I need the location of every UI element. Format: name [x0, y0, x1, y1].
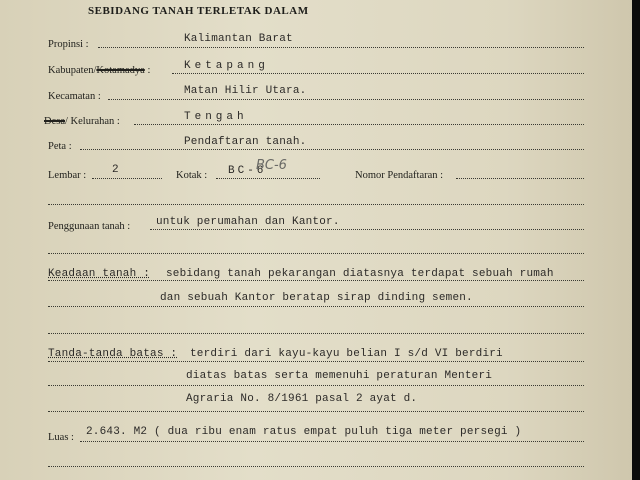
dotted-line [48, 306, 584, 307]
value-tanda-batas-line-1: terdiri dari kayu-kayu belian I s/d VI berdiri [190, 348, 503, 360]
dotted-line [48, 253, 584, 254]
dotted-line [80, 149, 584, 150]
dotted-line [48, 204, 584, 205]
value-peta: Pendaftaran tanah. [184, 136, 307, 148]
scan-edge [632, 0, 640, 480]
handwritten-note: BC-6 [256, 158, 287, 173]
label-kotak: Kotak : [176, 170, 208, 181]
value-penggunaan-tanah: untuk perumahan dan Kantor. [156, 216, 340, 228]
dotted-line [108, 99, 584, 100]
dotted-line [150, 229, 584, 230]
dotted-line [48, 385, 584, 386]
label-tanda-batas: Tanda-tanda batas : [48, 348, 178, 360]
dotted-line [456, 178, 584, 179]
dotted-line [216, 178, 320, 179]
value-luas: 2.643. M2 ( dua ribu enam ratus empat puluh tiga meter persegi ) [86, 426, 522, 438]
value-kotak: BC-6 [228, 165, 267, 177]
dotted-line [48, 411, 584, 412]
value-tanda-batas-line-3: Agraria No. 8/1961 pasal 2 ayat d. [186, 393, 418, 405]
value-kecamatan: Matan Hilir Utara. [184, 85, 307, 97]
label-luas: Luas : [48, 432, 74, 443]
section-heading: SEBIDANG TANAH TERLETAK DALAM [88, 5, 309, 17]
dotted-line [48, 466, 584, 467]
label-propinsi: Propinsi : [48, 39, 89, 50]
dotted-line [48, 361, 584, 362]
label-keadaan-tanah: Keadaan tanah : [48, 268, 151, 280]
value-propinsi: Kalimantan Barat [184, 33, 293, 45]
dotted-line [92, 178, 162, 179]
label-nomor-pendaftaran: Nomor Pendaftaran : [355, 170, 444, 181]
dotted-line [98, 47, 584, 48]
dotted-line [134, 124, 584, 125]
label-kelurahan: Desa/ Kelurahan : [44, 116, 120, 127]
dotted-line [48, 280, 584, 281]
label-kecamatan: Kecamatan : [48, 91, 101, 102]
dotted-line [80, 441, 584, 442]
value-tanda-batas-line-2: diatas batas serta memenuhi peraturan Menteri [186, 370, 493, 382]
dotted-line [48, 333, 584, 334]
label-lembar: Lembar : [48, 170, 87, 181]
label-kabupaten: Kabupaten/Kotamadya : [48, 65, 151, 76]
value-kabupaten: Ketapang [184, 60, 269, 72]
value-kelurahan: Tengah [184, 111, 248, 123]
label-penggunaan-tanah: Penggunaan tanah : [48, 221, 131, 232]
dotted-line [172, 73, 584, 74]
value-keadaan-line-1: sebidang tanah pekarangan diatasnya terdapat sebuah rumah [166, 268, 554, 280]
value-lembar: 2 [112, 164, 119, 176]
value-keadaan-line-2: dan sebuah Kantor beratap sirap dinding semen. [160, 292, 473, 304]
label-peta: Peta : [48, 141, 72, 152]
